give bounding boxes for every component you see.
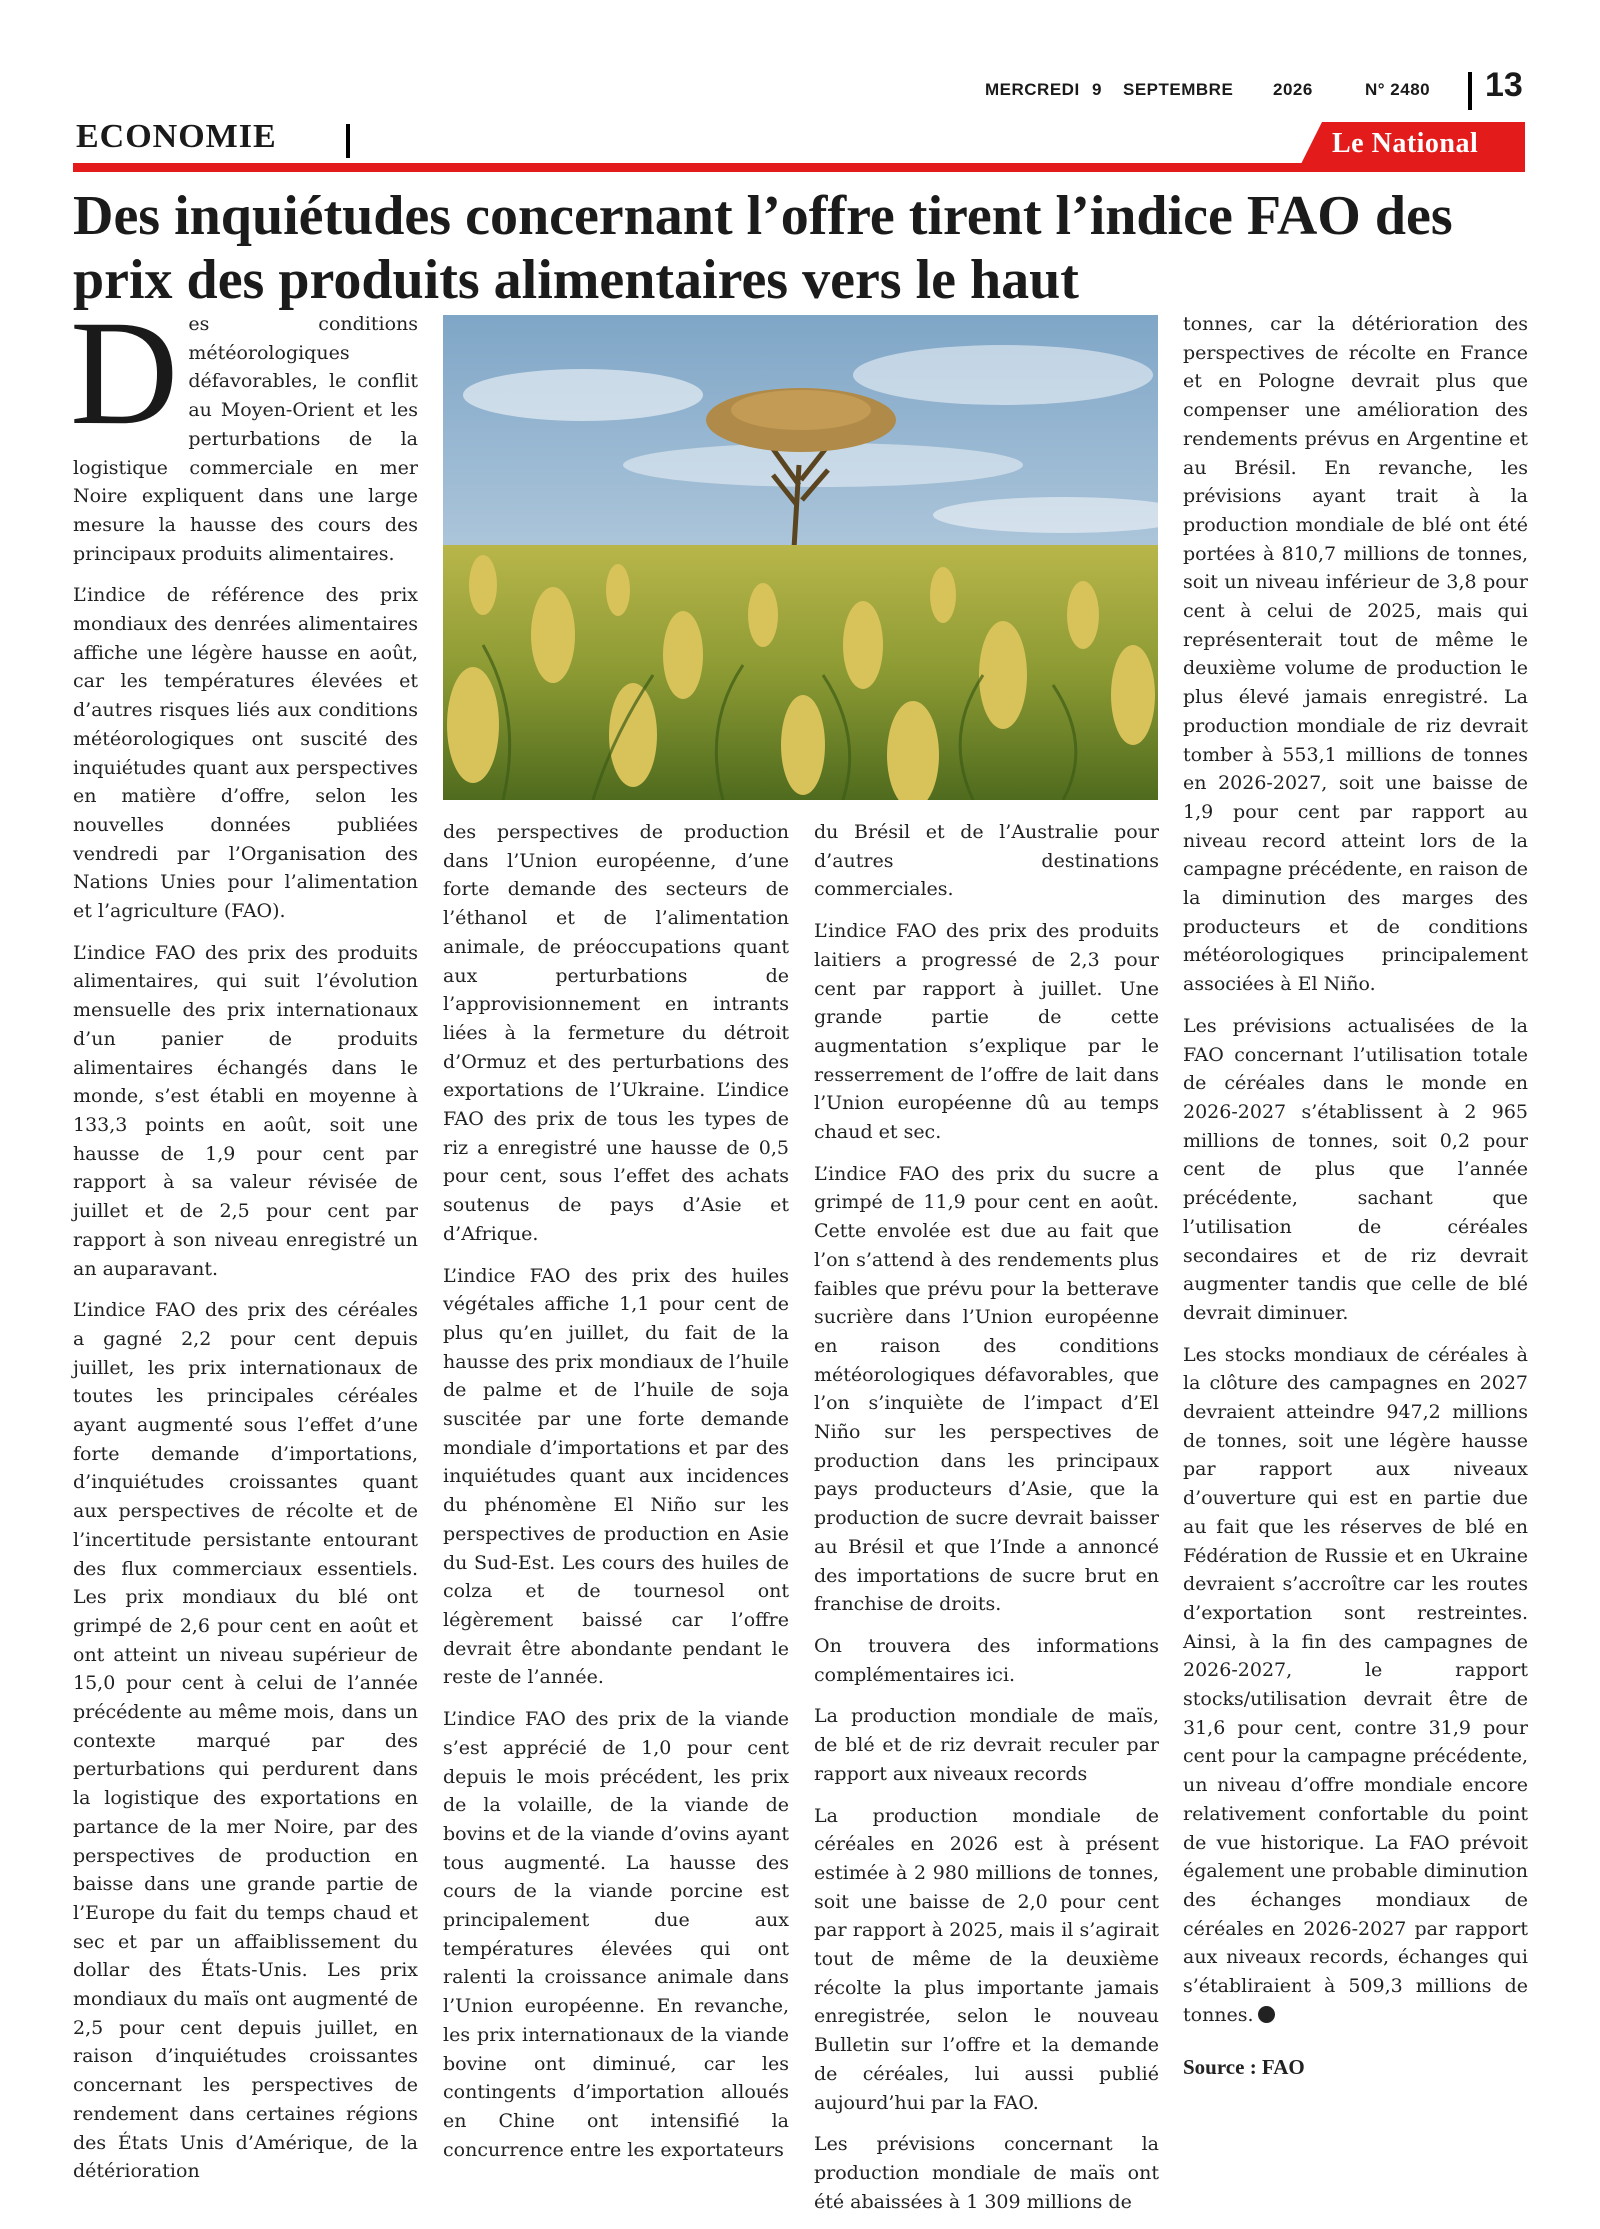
article-paragraph: Les prévisions actualisées de la FAO concernant l’utilisation totale de céréales dans le monde en 2026-2027 s’établissent à 2 965 millions de tonnes, soit 0,2 pour cent de plus que l’année précédente, sachant que l’utilisation de céréales secondaires et de riz devrait augmenter tandis que celle de blé devrait diminuer.	[1183, 1014, 1528, 1324]
end-of-article-icon	[1258, 2006, 1275, 2023]
closing-text: Les stocks mondiaux de céréales à la clôture des campagnes en 2027 devraient atteindre 947,2 millions de tonnes, soit une légère hausse par rapport aux niveaux d’ouverture qui est en partie due au fait que les réserves de blé en Fédération de Russie et en Ukraine devraient s’accroître car les routes d’exportation sont restreintes. Ainsi, à la fin des campagnes de 2026-2027, le rapport stocks/utilisation devrait être de 31,6 pour cent, contre 31,9 pour cent pour la campagne précédente, un niveau d’offre mondiale encore relativement confortable du point de vue historique. La FAO prévoit également une probable diminution des échanges mondiaux de céréales en 2026-2027 par rapport aux niveaux records, échanges qui s’établiraient à 509,3 millions de tonnes.	[1183, 1343, 1528, 2026]
newspaper-brand: Le National	[1332, 128, 1479, 159]
article-paragraph: tonnes, car la détérioration des perspectives de récolte en France et en Pologne devrait plus que compenser une amélioration des rendements prévus en Argentine et au Brésil. En revanche, les prévisions ayant trait à la production mondiale de blé ont été portées à 810,7 millions de tonnes, soit un niveau inférieur de 3,8 pour cent à celui de 2025, mais qui représenterait tout de même le deuxième volume de production le plus élevé jamais enregistré. La production mondiale de riz devrait tomber à 553,1 millions de tonnes en 2026-2027, soit une baisse de 1,9 pour cent par rapport au niveau record atteint lors de la campagne précédente, en raison de la diminution des marges des producteurs et de conditions météorologiques principalement associées à El Niño.	[1183, 313, 1529, 996]
issue-day: MERCREDI	[985, 80, 1080, 99]
article-paragraph: L’indice FAO des prix des céréales a gagné 2,2 pour cent depuis juillet, les prix internationaux de toutes les principales céréales ayant augmenté sous l’effet d’une forte demande d’importations, d’inquiétudes croissantes quant aux perspectives de récolte et de l’incertitude persistante entourant des flux commerciaux essentiels. Les prix mondiaux du blé ont grimpé de 2,6 pour cent en août et ont atteint un niveau supérieur de 15,0 pour cent à celui de l’année précédente au même mois, dans un contexte marqué par des perturbations qui perdurent dans la logistique des exportations en partance de la mer Noire, par des perspectives de production en baisse dans une grande partie de l’Europe du fait du temps chaud et sec et par un affaiblissement du dollar des États-Unis. Les prix mondiaux du maïs ont augmenté de 2,5 pour cent depuis juillet, en raison d’inquiétudes croissantes concernant les perspectives de rendement dans certaines régions des États Unis d’Amérique, de la détérioration	[73, 1299, 418, 2183]
article-source: Source : FAO	[1183, 2055, 1305, 2080]
article-paragraph: L’indice FAO des prix des produits laitiers a progressé de 2,3 pour cent par rapport à juillet. Une grande partie de cette augmentation s’explique par le resserrement de l’offre de lait dans l’Union européenne dû au temps chaud et sec.	[814, 920, 1159, 1144]
section-title: ECONOMIE	[76, 118, 277, 155]
article-paragraph: La production mondiale de céréales en 2026 est à présent estimée à 2 980 millions de tonnes, soit une baisse de 2,0 pour cent par rapport à 2025, mais il s’agirait tout de même de la deuxième récolte la plus importante jamais enregistrée, selon le nouveau Bulletin sur l’offre et la demande de céréales, lui aussi publié aujourd’hui par la FAO.	[814, 1804, 1159, 2114]
article-headline: Des inquiétudes concernant l’offre tirent l’indice FAO des prix des produits alimentaires vers le haut	[73, 185, 1453, 311]
issue-number: N° 2480	[1365, 80, 1431, 99]
article-paragraph: Les prévisions concernant la production mondiale de maïs ont été abaissées à 1 309 millions de	[814, 2133, 1159, 2213]
article-column-1	[70, 290, 418, 2199]
article-column-4	[1183, 310, 1528, 2095]
article-paragraph: L’indice FAO des prix des produits alimentaires, qui suit l’évolution mensuelle des prix internationaux d’un panier de produits alimentaires échangés dans le monde, s’est établi en moyenne à 133,3 points en août, soit une hausse de 1,9 pour cent par rapport à sa valeur révisée de juillet et de 2,5 pour cent par rapport à son niveau enregistré un an auparavant.	[73, 941, 418, 1280]
issue-year: 2026	[1273, 80, 1313, 99]
article-column-2	[443, 818, 789, 2177]
issue-month: SEPTEMBRE	[1123, 80, 1234, 99]
section-divider	[346, 124, 350, 158]
page-number: 13	[1485, 66, 1523, 104]
lead-text: es conditions météorologiques défavorables, le conflit au Moyen-Orient et les perturbations de la logistique commerciale en mer Noire expliquent dans une large mesure la hausse des cours des principaux produits alimentaires.	[73, 313, 418, 565]
article-paragraph: des perspectives de production dans l’Union européenne, d’une forte demande des secteurs de l’éthanol et de l’alimentation animale, de préoccupations quant aux perturbations de l’approvisionnement en intrants liées à la fermeture du détroit d’Ormuz et des perturbations des exportations de l’Ukraine. L’indice FAO des prix de tous les types de riz a enregistré une hausse de 0,5 pour cent, sous l’effet des achats soutenus de pays d’Asie et d’Afrique.	[443, 821, 789, 1245]
article-paragraph: L’indice de référence des prix mondiaux des denrées alimentaires affiche une légère hausse en août, car les températures élevées et d’autres risques liés aux conditions météorologiques ont suscité des inquiétudes quant aux perspectives en matière d’offre, selon les nouvelles données publiées vendredi par l’Organisation des Nations Unies pour l’alimentation et l’agriculture (FAO).	[73, 584, 418, 923]
article-paragraph: du Brésil et de l’Australie pour d’autres destinations commerciales.	[814, 821, 1159, 901]
article-paragraph: L’indice FAO des prix de la viande s’est apprécié de 1,0 pour cent depuis le mois précédent, les prix de la volaille, de la viande de bovins et de la viande d’ovins ayant tous augmenté. La hausse des cours de la viande porcine est principalement due aux températures élevées qui ont ralenti la croissance animale dans l’Union européenne. En revanche, les prix internationaux de la viande bovine ont diminué, car les contingents d’importation alloués en Chine ont intensifié la concurrence entre les exportateurs	[443, 1708, 789, 2161]
page-number-divider	[1468, 72, 1472, 110]
article-paragraph	[1183, 1341, 1528, 2030]
drop-cap: D	[70, 290, 179, 456]
article-column-3	[814, 818, 1159, 2229]
article-subheading: La production mondiale de maïs, de blé et de riz devrait reculer par rapport aux niveaux records	[814, 1705, 1159, 1785]
article-paragraph: L’indice FAO des prix des huiles végétales affiche 1,1 pour cent de plus qu’en juillet, du fait de la hausse des prix mondiaux de l’huile de palme et de l’huile de soja suscitée par une forte demande mondiale d’importations et par des inquiétudes quant aux incidences du phénomène El Niño sur les perspectives de production en Asie du Sud-Est. Les cours des huiles de colza et de tournesol ont légèrement baissé car l’offre devrait être abondante pendant le reste de l’année.	[443, 1264, 789, 1689]
article-paragraph	[70, 290, 418, 568]
article-paragraph: L’indice FAO des prix du sucre a grimpé de 11,9 pour cent en août. Cette envolée est due au fait que l’on s’attend à des rendements plus faibles que prévu pour la betterave sucrière dans l’Union européenne en raison des conditions météorologiques défavorables, que l’on s’inquiète de l’impact d’El Niño sur les perspectives de production dans les principaux pays producteurs d’Asie, que la production de sucre devrait baisser au Brésil et que l’Inde a annoncé des importations de sucre brut en franchise de droits.	[814, 1162, 1159, 1616]
article-paragraph: On trouvera des informations complémentaires ici.	[814, 1634, 1159, 1686]
issue-date: 9	[1092, 80, 1102, 99]
article-photo	[443, 315, 1158, 800]
